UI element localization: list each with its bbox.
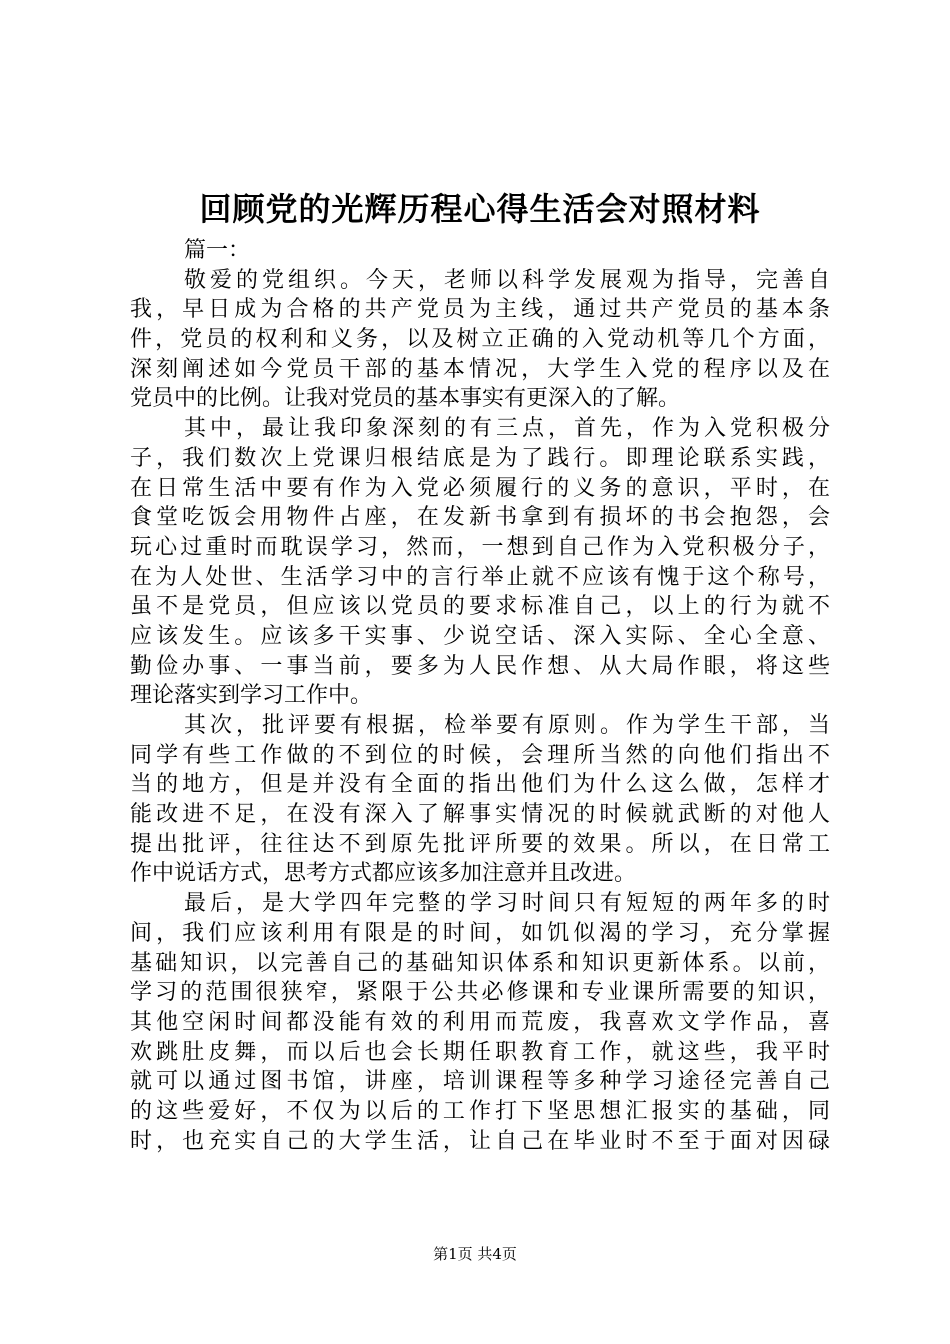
text-line: 勤俭办事、一事当前，要多为人民作想、从大局作眼，将这些: [130, 653, 830, 679]
text-line: 时，也充实自己的大学生活，让自己在毕业时不至于面对因碌: [130, 1128, 830, 1154]
page-footer: 第1页 共4页: [433, 1245, 517, 1263]
text-line: 敬爱的党组织。今天，老师以科学发展观为指导，完善自: [184, 267, 830, 293]
text-line: 作中说话方式，思考方式都应该多加注意并且改进。: [130, 861, 637, 887]
text-line: 应该发生。应该多干实事、少说空话、深入实际、全心全意、: [130, 623, 830, 649]
text-line: 的这些爱好，不仅为以后的工作打下坚思想汇报实的基础，同: [130, 1098, 830, 1124]
text-line: 提出批评，往往达不到原先批评所要的效果。所以，在日常工: [130, 831, 830, 857]
text-line: 在为人处世、生活学习中的言行举止就不应该有愧于这个称号，: [130, 564, 830, 590]
text-line: 理论落实到学习工作中。: [130, 683, 373, 709]
document-body: [130, 236, 830, 1156]
text-line: 其中，最让我印象深刻的有三点，首先，作为入党积极分: [184, 416, 830, 442]
text-line: 我，早日成为合格的共产党员为主线，通过共产党员的基本条: [130, 297, 830, 323]
text-line: 虽不是党员，但应该以党员的要求标准自己，以上的行为就不: [130, 594, 830, 620]
text-line: 在日常生活中要有作为入党必须履行的义务的意识，平时，在: [130, 475, 830, 501]
text-line: 就可以通过图书馆，讲座，培训课程等多种学习途径完善自己: [130, 1069, 830, 1095]
document-title: 回顾党的光辉历程心得生活会对照材料: [199, 190, 761, 228]
text-line: 食堂吃饭会用物件占座，在发新书拿到有损坏的书会抱怨，会: [130, 505, 830, 531]
text-line: 欢跳肚皮舞，而以后也会长期任职教育工作，就这些，我平时: [130, 1039, 830, 1065]
text-line: 当的地方，但是并没有全面的指出他们为什么这么做，怎样才: [130, 772, 830, 798]
text-line: 能改进不足，在没有深入了解事实情况的时候就武断的对他人: [130, 802, 830, 828]
text-line: 最后，是大学四年完整的学习时间只有短短的两年多的时: [184, 891, 830, 917]
text-line: 篇一：: [184, 238, 251, 263]
text-line: 基础知识，以完善自己的基础知识体系和知识更新体系。以前，: [130, 950, 830, 976]
text-line: 玩心过重时而耽误学习，然而，一想到自己作为入党积极分子，: [130, 534, 830, 560]
text-line: 深刻阐述如今党员干部的基本情况，大学生入党的程序以及在: [130, 356, 830, 382]
text-line: 党员中的比例。让我对党员的基本事实有更深入的了解。: [130, 386, 681, 412]
text-line: 子，我们数次上党课归根结底是为了践行。即理论联系实践，: [130, 445, 830, 471]
text-line: 其他空闲时间都没能有效的利用而荒废，我喜欢文学作品，喜: [130, 1009, 830, 1035]
text-line: 其次，批评要有根据，检举要有原则。作为学生干部，当: [184, 713, 830, 738]
text-line: 同学有些工作做的不到位的时候，会理所当然的向他们指出不: [130, 742, 830, 768]
text-line: 学习的范围很狭窄，紧限于公共必修课和专业课所需要的知识，: [130, 980, 830, 1006]
text-line: 间，我们应该利用有限是的时间，如饥似渴的学习，充分掌握: [130, 920, 830, 946]
text-line: 件，党员的权利和义务，以及树立正确的入党动机等几个方面，: [130, 327, 830, 353]
